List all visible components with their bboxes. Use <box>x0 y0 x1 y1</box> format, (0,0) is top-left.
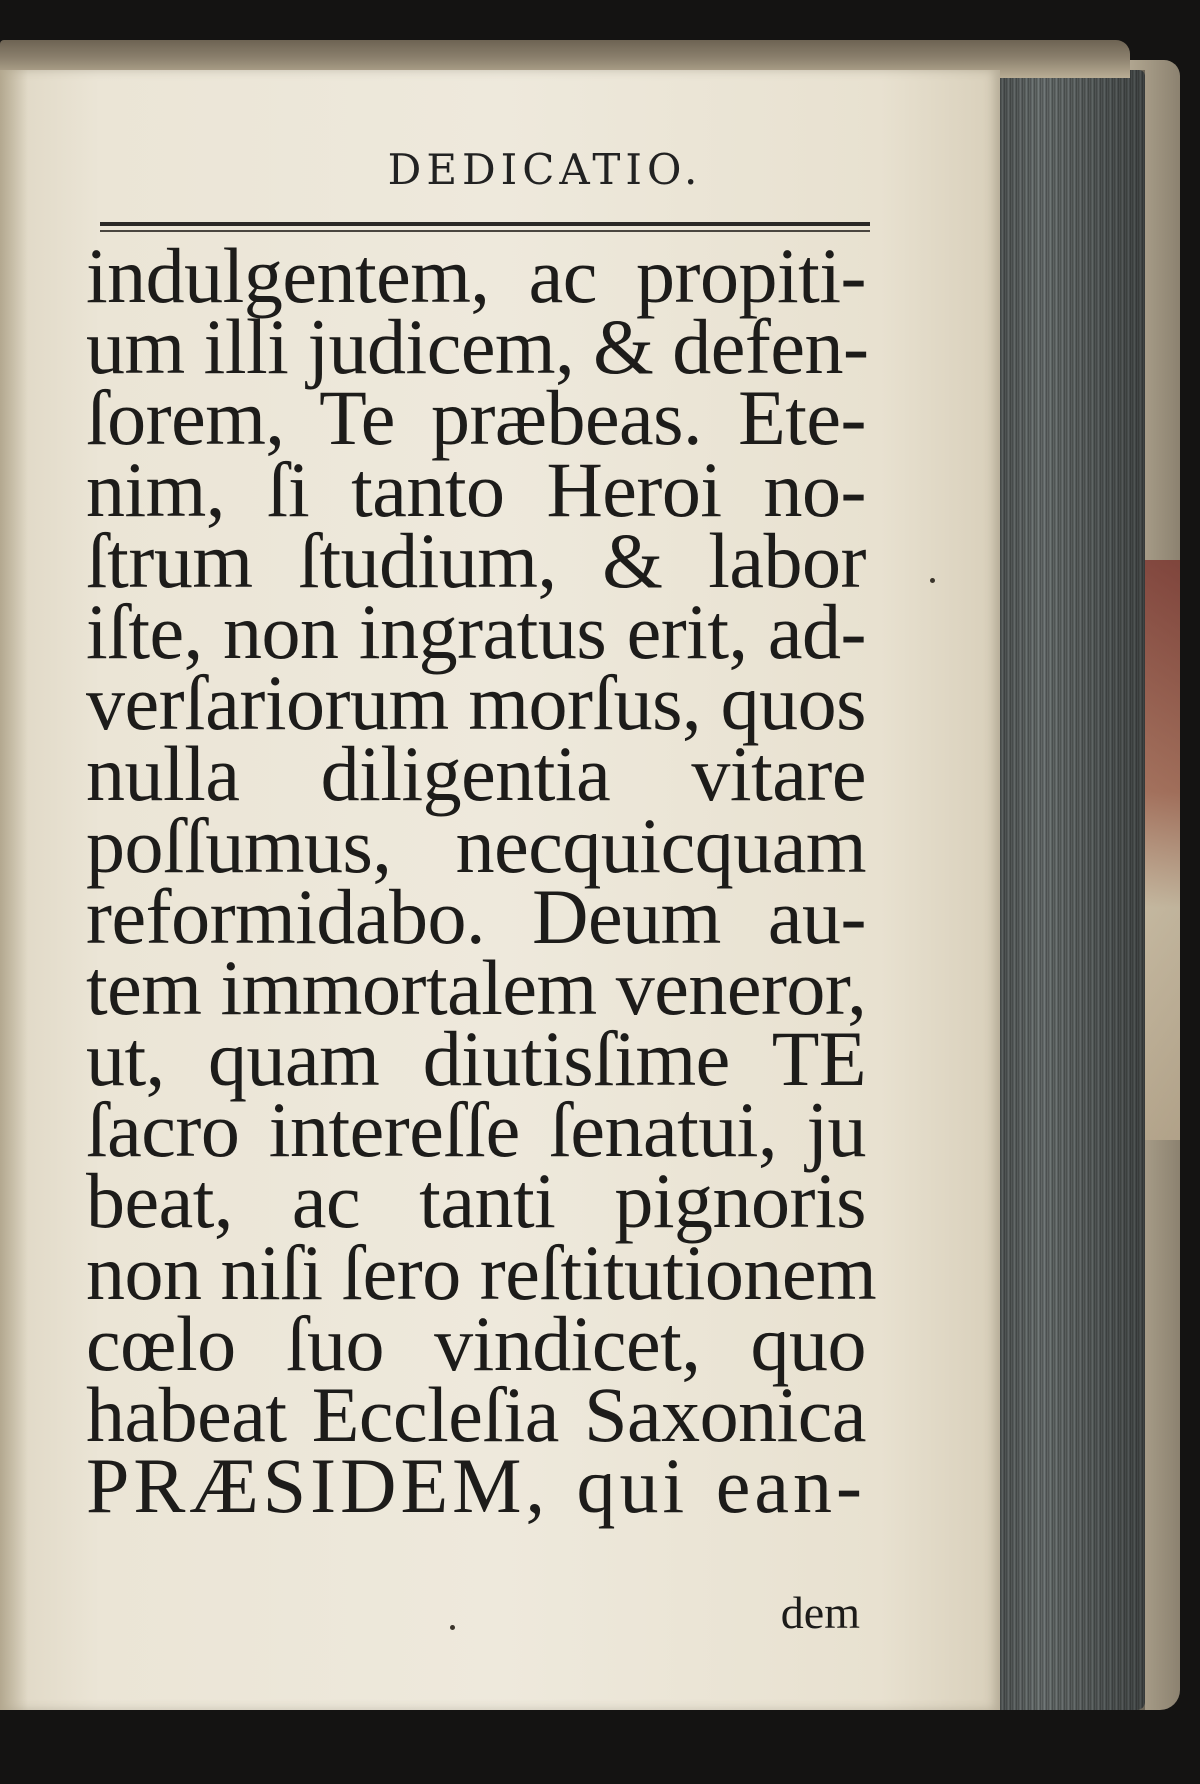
text-line: iſte, non ingratus erit, ad- <box>86 587 866 675</box>
running-head <box>0 145 1000 194</box>
text-line: cœlo ſuo vindicet, quo <box>86 1299 866 1387</box>
text-line: indulgentem, ac propiti- <box>86 232 866 319</box>
header-rule <box>100 222 870 226</box>
catchword: dem <box>780 1587 860 1638</box>
ink-speck <box>450 1625 455 1630</box>
page-edges-shade <box>995 70 1145 1710</box>
text-line: nim, ſi tanto Heroi no- <box>86 445 866 533</box>
text-line: PRÆSIDEM, qui ean- <box>86 1442 866 1530</box>
text-line: nulla diligentia vitare <box>86 730 866 818</box>
running-head-text: DEDICATIO. <box>387 145 703 194</box>
text-line: ſorem, Te præbeas. Ete- <box>86 374 866 462</box>
text-line: ut, quam diutisſime TE <box>86 1015 866 1103</box>
text-line: um illi judicem, & defen- <box>86 303 869 391</box>
cover-damage-strip <box>1140 560 1180 1140</box>
text-line: ſacro intereſſe ſenatui, ju <box>86 1086 866 1174</box>
page-gutter <box>0 70 28 1710</box>
text-line: tem immortalem veneror, <box>86 943 867 1031</box>
text-line: reformidabo. Deum au- <box>86 872 866 960</box>
text-line: non niſi ſero reſtitutionem <box>86 1228 877 1316</box>
ink-speck <box>930 578 935 583</box>
text-line: ſtrum ſtudium, & labor <box>86 516 866 604</box>
text-line: habeat Eccleſia Saxonica <box>86 1371 866 1458</box>
body-text <box>86 232 877 1530</box>
text-line: poſſumus, necquicquam <box>86 801 866 889</box>
text-line: beat, ac tanti pignoris <box>86 1157 866 1245</box>
text-line: verſariorum morſus, quos <box>86 659 866 747</box>
